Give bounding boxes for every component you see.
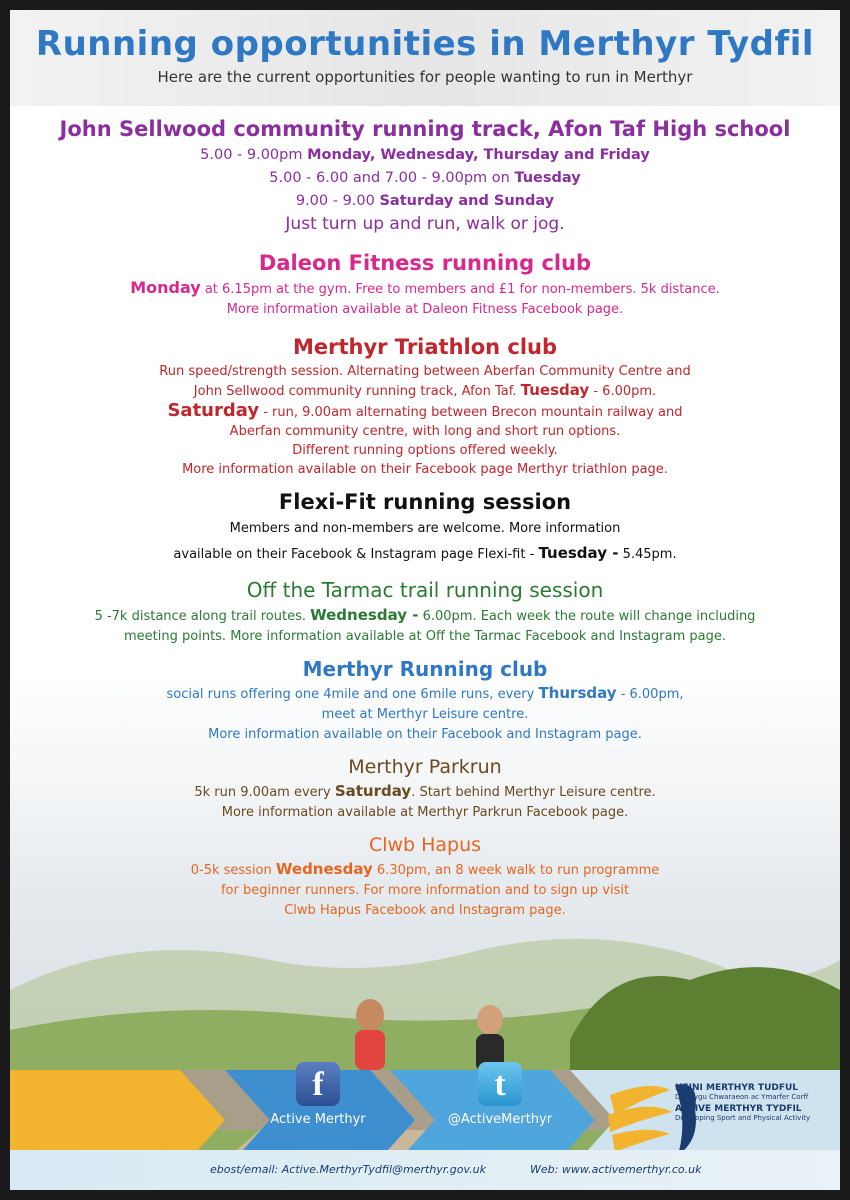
days: Tuesday -: [538, 544, 619, 562]
days: Tuesday: [520, 381, 590, 399]
poster: [10, 10, 840, 1190]
days: Thursday: [538, 684, 617, 702]
schedule-line: [10, 144, 840, 167]
details: - run, 9.00am alternating between Brecon mountain railway and: [263, 405, 683, 420]
schedule-line: [10, 541, 840, 567]
facebook-label[interactable]: Active Merthyr: [270, 1112, 366, 1127]
facebook-link[interactable]: [248, 1062, 388, 1127]
section-daleon: [10, 248, 840, 320]
info-line: More information available at Merthyr Parkrun Facebook page.: [221, 805, 629, 820]
brand-welsh-tagline: Datblygu Chwaraeon ac Ymarfer Corff: [675, 1093, 809, 1101]
details: 6.30pm, an 8 week walk to run programme: [376, 863, 660, 878]
times: 6.00pm. Each week the route will change including: [422, 609, 756, 624]
facebook-icon[interactable]: f: [296, 1062, 340, 1106]
days: Saturday and Sunday: [379, 193, 555, 209]
details: 0-5k session: [190, 863, 272, 878]
brand-block: [675, 1083, 835, 1122]
description-line: meet at Merthyr Leisure centre.: [321, 707, 529, 722]
details: John Sellwood community running track, Afon Taf.: [193, 384, 517, 399]
description-line: Run speed/strength session. Alternating between Aberfan Community Centre and: [159, 364, 691, 379]
times: 5.00 - 6.00 and 7.00 - 9.00pm on: [269, 170, 510, 186]
times: 9.00 - 9.00: [295, 193, 375, 209]
times: 5.00 - 9.00pm: [200, 147, 303, 163]
brand-welsh-name: HEINI MERTHYR TUDFUL: [675, 1083, 799, 1093]
info-line: More information available at Daleon Fitness Facebook page.: [226, 302, 624, 317]
details: social runs offering one 4mile and one 6mile runs, every: [166, 687, 535, 702]
section-title: Merthyr Running club: [302, 657, 548, 681]
twitter-icon[interactable]: t: [478, 1062, 522, 1106]
schedule-line: [10, 605, 840, 627]
section-off-the-tarmac: [10, 575, 840, 647]
info-line: More information available on their Facebook and Instagram page.: [208, 727, 642, 742]
schedule-line: [10, 381, 840, 401]
description-line: for beginner runners. For more information and to sign up visit: [220, 883, 630, 898]
info-line: More information available on their Facebook page Merthyr triathlon page.: [182, 462, 668, 477]
details: at 6.15pm at the gym. Free to members and £1 for non-members. 5k distance.: [204, 282, 720, 297]
section-title: Merthyr Triathlon club: [292, 335, 558, 359]
section-parkrun: [10, 753, 840, 823]
section-title: Daleon Fitness running club: [258, 251, 592, 275]
section-clwb-hapus: [10, 831, 840, 921]
info-line: meeting points. More information available at Off the Tarmac Facebook and Instagram page.: [124, 629, 726, 644]
section-merthyr-running-club: [10, 655, 840, 745]
schedule-line: [10, 190, 840, 213]
page-subtitle: Here are the current opportunities for people wanting to run in Merthyr: [157, 68, 693, 86]
days: Saturday: [167, 400, 260, 421]
schedule-line: [10, 859, 840, 881]
times: - 6.00pm,: [620, 687, 684, 702]
schedule-line: [10, 401, 840, 422]
runner-right: [477, 1005, 503, 1035]
sessions-list: [10, 114, 840, 921]
days: Monday, Wednesday, Thursday and Friday: [307, 147, 650, 163]
details: 5 -7k distance along trail routes.: [94, 609, 306, 624]
schedule-line: [10, 167, 840, 190]
info-line: Clwb Hapus Facebook and Instagram page.: [284, 903, 566, 918]
description-line: Just turn up and run, walk or jog.: [285, 214, 565, 234]
page-title: Running opportunities in Merthyr Tydfil: [35, 24, 815, 64]
schedule-line: [10, 781, 840, 803]
days: Saturday: [334, 782, 412, 800]
description-line: Members and non-members are welcome. More information: [229, 521, 621, 536]
description-line: Different running options offered weekly.: [292, 443, 558, 458]
section-title: Off the Tarmac trail running session: [246, 578, 604, 602]
twitter-label[interactable]: @ActiveMerthyr: [447, 1112, 553, 1127]
details: . Start behind Merthyr Leisure centre.: [411, 785, 656, 800]
section-triathlon: [10, 332, 840, 479]
website-link[interactable]: Web: www.activemerthyr.co.uk: [530, 1163, 702, 1176]
section-title: Flexi-Fit running session: [278, 490, 572, 514]
schedule-line: [10, 683, 840, 705]
section-title: Clwb Hapus: [368, 834, 482, 856]
runner-left: [356, 999, 384, 1031]
days: Tuesday: [514, 170, 581, 186]
section-flexi-fit: [10, 487, 840, 567]
details: 5k run 9.00am every: [194, 785, 331, 800]
times: - 6.00pm.: [593, 384, 657, 399]
description-line: Aberfan community centre, with long and short run options.: [229, 424, 621, 439]
details: available on their Facebook & Instagram page Flexi-fit -: [173, 547, 535, 562]
times: 5.45pm.: [622, 547, 677, 562]
brand-english-tagline: Developing Sport and Physical Activity: [675, 1114, 811, 1122]
brand-english-name: ACTIVE MERTHYR TYDFIL: [675, 1104, 802, 1114]
days: Monday: [130, 278, 201, 297]
header-banner: [10, 10, 840, 106]
section-john-sellwood: [10, 114, 840, 236]
section-title: John Sellwood community running track, Afon Taf High school: [59, 117, 791, 141]
days: Wednesday -: [310, 606, 419, 624]
days: Wednesday: [275, 860, 373, 878]
email-contact[interactable]: ebost/email: Active.MerthyrTydfil@merthyr.gov.uk: [210, 1163, 486, 1176]
schedule-line: [10, 278, 840, 300]
section-title: Merthyr Parkrun: [348, 756, 502, 778]
twitter-link[interactable]: [430, 1062, 570, 1127]
